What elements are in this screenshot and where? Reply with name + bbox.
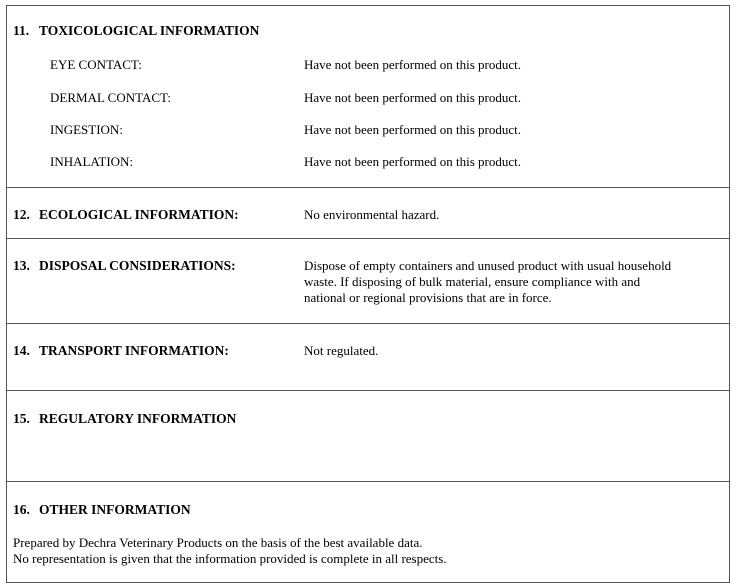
section-heading: TOXICOLOGICAL INFORMATION	[39, 23, 260, 38]
section-number: 16.	[13, 502, 30, 517]
section-toxicological	[6, 5, 730, 188]
value-line: national or regional provisions that are in force.	[304, 290, 552, 305]
value-line: No environmental hazard.	[304, 207, 440, 222]
section-title	[13, 258, 236, 274]
row-label-inhalation: INHALATION:	[50, 154, 134, 169]
value-line: Dispose of empty containers and unused product with usual household	[304, 258, 672, 273]
section-number: 15.	[13, 411, 30, 426]
section-heading: TRANSPORT INFORMATION:	[39, 343, 229, 358]
section-other	[6, 481, 730, 583]
section-title	[13, 343, 229, 359]
section-value	[304, 258, 724, 306]
section-heading: DISPOSAL CONSIDERATIONS:	[39, 258, 236, 273]
section-title	[13, 411, 236, 427]
section-heading: ECOLOGICAL INFORMATION:	[39, 207, 239, 222]
section-title	[13, 502, 191, 518]
value-line: waste. If disposing of bulk material, ensure compliance with and	[304, 274, 641, 289]
section-disposal	[6, 238, 730, 324]
row-label-eye-contact: EYE CONTACT:	[50, 57, 142, 72]
section-value	[304, 343, 724, 359]
paragraph-line: No representation is given that the information provided is complete in all respects.	[13, 551, 447, 566]
paragraph-line: Prepared by Dechra Veterinary Products on the basis of the best available data.	[13, 535, 423, 550]
section-heading: OTHER INFORMATION	[39, 502, 191, 517]
section-value	[304, 207, 724, 223]
section-number: 13.	[13, 258, 30, 273]
value-line: Not regulated.	[304, 343, 379, 358]
section-regulatory	[6, 390, 730, 482]
row-value-dermal-contact: Have not been performed on this product.	[304, 90, 521, 105]
section-number: 14.	[13, 343, 30, 358]
row-value-ingestion: Have not been performed on this product.	[304, 122, 521, 137]
row-value-eye-contact: Have not been performed on this product.	[304, 57, 521, 72]
section-title	[13, 207, 239, 223]
section-title	[13, 23, 259, 39]
section-ecological	[6, 187, 730, 239]
section-heading: REGULATORY INFORMATION	[39, 411, 237, 426]
section-number: 11.	[13, 23, 30, 38]
section-number: 12.	[13, 207, 30, 222]
row-value-inhalation: Have not been performed on this product.	[304, 154, 521, 169]
section-transport	[6, 323, 730, 391]
row-label-dermal-contact: DERMAL CONTACT:	[50, 90, 171, 105]
row-label-ingestion: INGESTION:	[50, 122, 123, 137]
